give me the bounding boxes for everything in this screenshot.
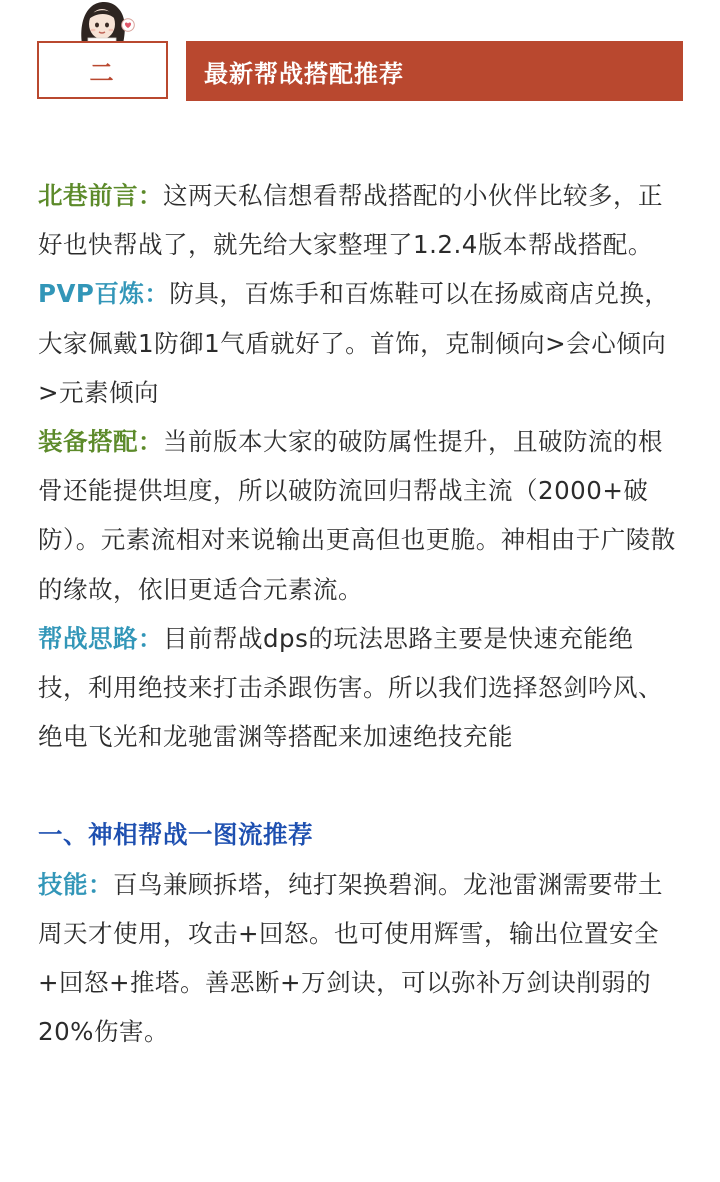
paragraph-label: PVP百炼：: [38, 279, 170, 309]
paragraph-pvp: [38, 269, 678, 417]
paragraph-label: 帮战思路：: [38, 623, 163, 653]
heart-icon: [121, 18, 135, 32]
paragraph-equipment: [38, 417, 678, 614]
section-number: 二: [89, 58, 116, 87]
paragraph-text: 防具，百炼手和百炼鞋可以在扬威商店兑换，大家佩戴1防御1气盾就好了。首饰，克制倾向>会心倾向>元素倾向: [38, 279, 670, 407]
paragraph-intro: [38, 171, 678, 269]
paragraph-text: 这两天私信想看帮战搭配的小伙伴比较多，正好也快帮战了，就先给大家整理了1.2.4版本帮战搭配。: [38, 181, 663, 260]
subheading: 一、神相帮战一图流推荐: [38, 820, 313, 850]
paragraph-text: 目前帮战dps的玩法思路主要是快速充能绝技，利用绝技来打击杀跟伤害。所以我们选择怒剑吟风、绝电飞光和龙驰雷渊等搭配来加速绝技充能: [38, 623, 663, 752]
paragraph-skills: [38, 860, 678, 1057]
paragraph-text: 百鸟兼顾拆塔，纯打架换碧涧。龙池雷渊需要带土周天才使用，攻击+回怒。也可使用辉雪，输出位置安全+回怒+推塔。善恶断+万剑诀，可以弥补万剑诀削弱的20%伤害。: [38, 869, 663, 1047]
paragraph-text: 当前版本大家的破防属性提升，且破防流的根骨还能提供坦度，所以破防流回归帮战主流（2000+破防）。元素流相对来说输出更高但也更脆。神相由于广陵散的缘故，依旧更适合元素流。: [38, 427, 676, 604]
section-title-bar: [186, 41, 683, 101]
spacer: [38, 761, 678, 810]
paragraph-label: 北巷前言：: [38, 181, 163, 210]
section-title: 最新帮战搭配推荐: [204, 59, 404, 88]
article-content: [38, 171, 678, 1056]
paragraph-label: 装备搭配：: [38, 427, 163, 457]
section-number-box: [37, 41, 168, 99]
paragraph-strategy: [38, 614, 678, 762]
paragraph-label: 技能：: [38, 869, 113, 899]
